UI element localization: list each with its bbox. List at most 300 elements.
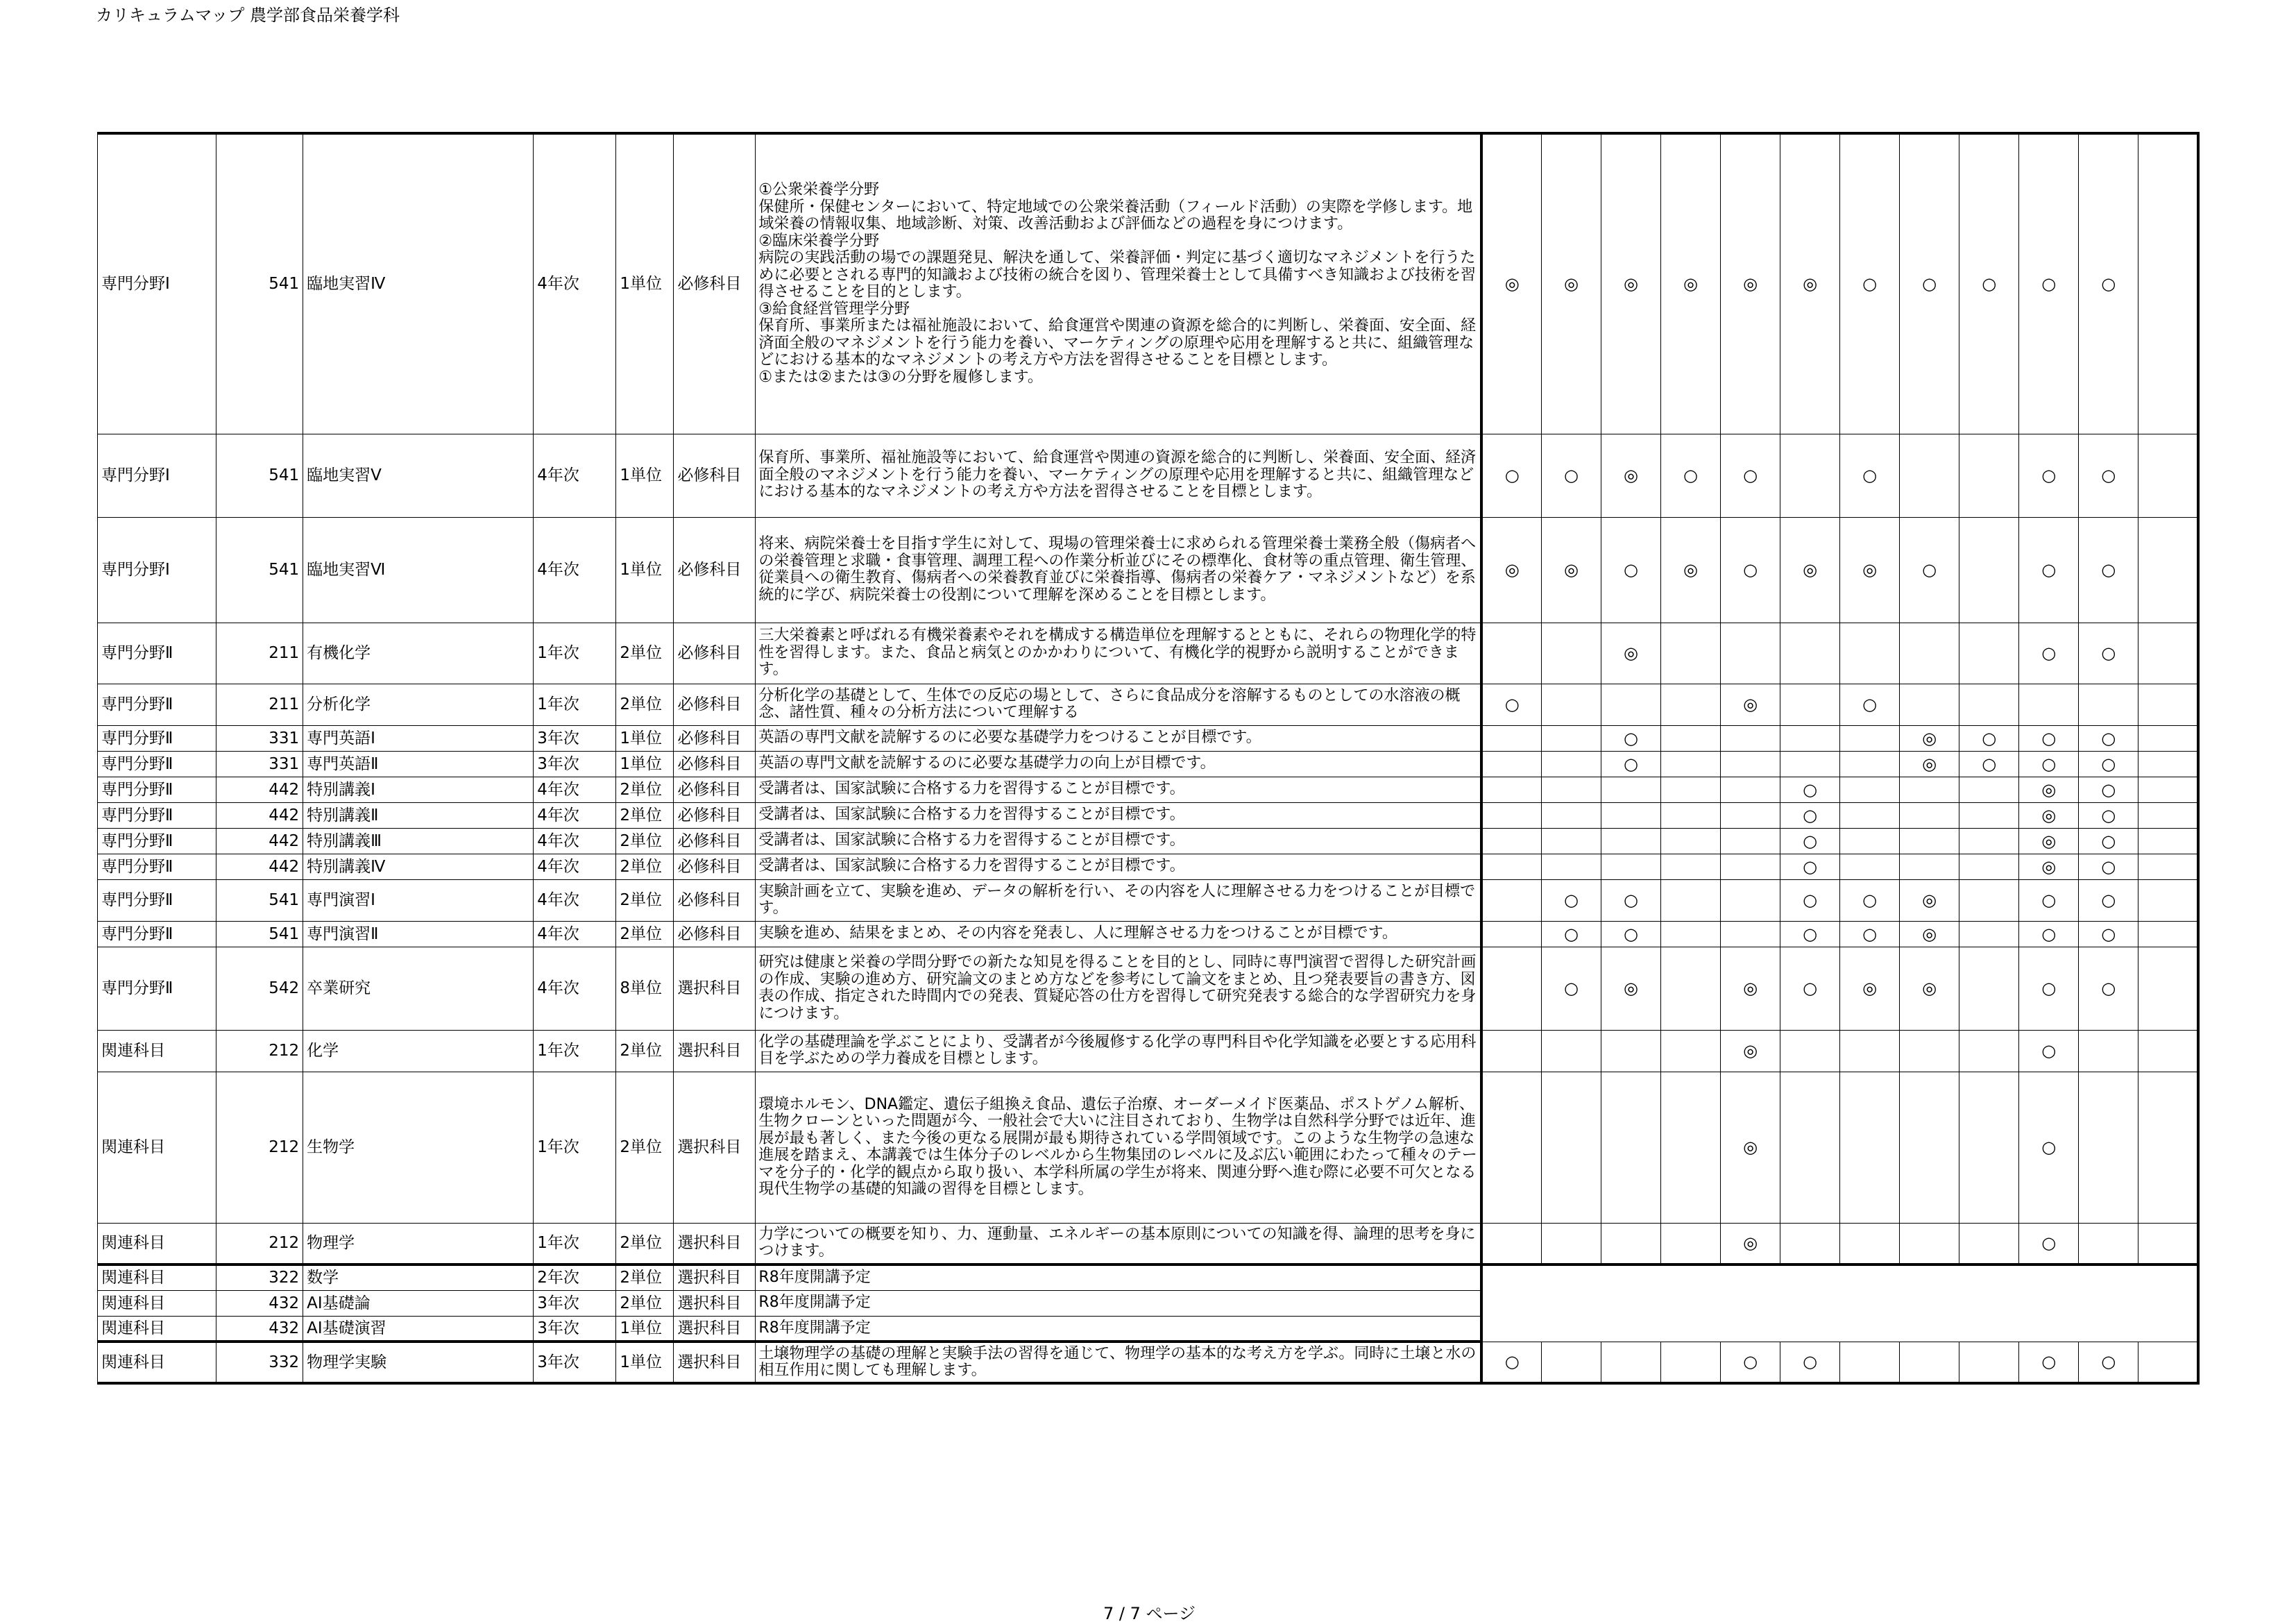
competency-mark-cell: ○ — [2019, 921, 2079, 947]
competency-mark-cell — [1481, 751, 1541, 777]
competency-mark-cell: ◎ — [1721, 947, 1780, 1030]
competency-mark-cell: ○ — [1601, 517, 1660, 623]
table-row — [98, 854, 2199, 879]
credit-cell: 2単位 — [616, 921, 674, 947]
competency-mark-cell: ○ — [2019, 1223, 2079, 1264]
course-type-cell: 必修科目 — [674, 802, 756, 828]
competency-mark-cell: ○ — [1840, 879, 1900, 921]
competency-mark-cell: ○ — [1959, 751, 2019, 777]
credit-cell: 2単位 — [616, 802, 674, 828]
course-type-cell: 必修科目 — [674, 623, 756, 684]
subject-cell: 臨地実習Ⅴ — [303, 434, 534, 517]
course-code-cell: 211 — [216, 623, 303, 684]
subject-cell: 特別講義Ⅱ — [303, 802, 534, 828]
competency-mark-cell — [1661, 777, 1721, 802]
competency-mark-cell: ○ — [2019, 1342, 2079, 1383]
credit-cell: 1単位 — [616, 1316, 674, 1342]
competency-mark-cell — [1900, 623, 1959, 684]
table-row — [98, 1030, 2199, 1072]
competency-mark-cell: ◎ — [1721, 133, 1780, 434]
competency-mark-cell — [1900, 434, 1959, 517]
year-cell: 4年次 — [534, 517, 616, 623]
course-code-cell: 542 — [216, 947, 303, 1030]
credit-cell: 2単位 — [616, 623, 674, 684]
competency-mark-cell: ◎ — [1721, 1223, 1780, 1264]
course-type-cell: 選択科目 — [674, 947, 756, 1030]
year-cell: 4年次 — [534, 828, 616, 854]
competency-mark-cell — [1481, 802, 1541, 828]
table-row — [98, 517, 2199, 623]
competency-mark-cell: ◎ — [1541, 517, 1601, 623]
competency-mark-cell: ○ — [1840, 133, 1900, 434]
field-cell: 関連科目 — [98, 1030, 216, 1072]
competency-mark-cell — [1481, 1030, 1541, 1072]
course-code-cell: 212 — [216, 1030, 303, 1072]
competency-mark-cell — [1481, 1223, 1541, 1264]
field-cell: 関連科目 — [98, 1223, 216, 1264]
table-row — [98, 1264, 2199, 1290]
competency-mark-cell — [2138, 921, 2198, 947]
page-footer: 7 / 7 ページ — [1103, 1604, 1196, 1623]
competency-mark-cell: ◎ — [1541, 133, 1601, 434]
competency-mark-cell: ○ — [1661, 434, 1721, 517]
table-row — [98, 684, 2199, 725]
competency-mark-cell — [1481, 854, 1541, 879]
competency-mark-cell — [1780, 1030, 1840, 1072]
table-row — [98, 802, 2199, 828]
subject-cell: 臨地実習Ⅵ — [303, 517, 534, 623]
competency-mark-cell — [1541, 1030, 1601, 1072]
field-cell: 専門分野Ⅱ — [98, 879, 216, 921]
competency-mark-cell — [1840, 1342, 1900, 1383]
table-row — [98, 1342, 2199, 1383]
subject-cell: AI基礎演習 — [303, 1316, 534, 1342]
competency-mark-cell: ○ — [2079, 751, 2138, 777]
field-cell: 専門分野Ⅰ — [98, 133, 216, 434]
competency-mark-cell — [1541, 751, 1601, 777]
competency-mark-cell: ○ — [1481, 1342, 1541, 1383]
competency-mark-cell — [2138, 777, 2198, 802]
course-code-cell: 322 — [216, 1264, 303, 1290]
competency-mark-cell — [1601, 854, 1660, 879]
course-type-cell: 必修科目 — [674, 517, 756, 623]
competency-mark-cell — [1541, 802, 1601, 828]
course-type-cell: 必修科目 — [674, 777, 756, 802]
competency-mark-cell — [1959, 434, 2019, 517]
competency-mark-cell: ◎ — [1601, 947, 1660, 1030]
course-code-cell: 442 — [216, 828, 303, 854]
year-cell: 4年次 — [534, 802, 616, 828]
table-row — [98, 623, 2199, 684]
competency-mark-cell — [1959, 1223, 2019, 1264]
credit-cell: 1単位 — [616, 751, 674, 777]
competency-mark-cell — [1661, 725, 1721, 751]
competency-mark-cell — [1780, 725, 1840, 751]
competency-mark-cell — [1481, 623, 1541, 684]
year-cell: 4年次 — [534, 777, 616, 802]
competency-mark-cell: ○ — [2079, 1342, 2138, 1383]
competency-mark-cell — [1959, 879, 2019, 921]
field-cell: 関連科目 — [98, 1342, 216, 1383]
subject-cell: 生物学 — [303, 1072, 534, 1223]
competency-mark-cell — [2138, 751, 2198, 777]
course-code-cell: 332 — [216, 1342, 303, 1383]
competency-mark-cell: ○ — [2019, 517, 2079, 623]
course-type-cell: 選択科目 — [674, 1316, 756, 1342]
competency-mark-cell — [1661, 1072, 1721, 1223]
year-cell: 4年次 — [534, 434, 616, 517]
course-code-cell: 212 — [216, 1223, 303, 1264]
subject-cell: 専門英語Ⅱ — [303, 751, 534, 777]
competency-mark-cell: ○ — [1780, 921, 1840, 947]
description-cell: 化学の基礎理論を学ぶことにより、受講者が今後履修する化学の専門科目や化学知識を必要とする応用科目を学ぶための学力養成を目標とします。 — [756, 1030, 1482, 1072]
table-row — [98, 921, 2199, 947]
field-cell: 関連科目 — [98, 1264, 216, 1290]
subject-cell: 物理学実験 — [303, 1342, 534, 1383]
competency-mark-cell: ○ — [2079, 434, 2138, 517]
competency-mark-cell — [1900, 1223, 1959, 1264]
competency-mark-cell: ○ — [1840, 921, 1900, 947]
competency-mark-cell: ◎ — [1481, 517, 1541, 623]
competency-mark-cell — [1900, 802, 1959, 828]
competency-mark-cell: ○ — [2079, 133, 2138, 434]
year-cell: 4年次 — [534, 921, 616, 947]
competency-mark-cell: ○ — [2079, 921, 2138, 947]
competency-mark-cell — [1900, 1030, 1959, 1072]
competency-mark-cell: ◎ — [2019, 828, 2079, 854]
competency-mark-cell — [2079, 684, 2138, 725]
description-cell: 実験を進め、結果をまとめ、その内容を発表し、人に理解させる力をつけることが目標です。 — [756, 921, 1482, 947]
field-cell: 専門分野Ⅱ — [98, 751, 216, 777]
competency-mark-cell — [2138, 854, 2198, 879]
competency-mark-cell: ○ — [1780, 947, 1840, 1030]
competency-mark-cell — [1840, 751, 1900, 777]
competency-mark-cell — [1661, 947, 1721, 1030]
year-cell: 4年次 — [534, 133, 616, 434]
competency-mark-cell: ○ — [1780, 777, 1840, 802]
credit-cell: 2単位 — [616, 1072, 674, 1223]
competency-mark-cell — [1481, 828, 1541, 854]
competency-mark-cell: ○ — [1840, 684, 1900, 725]
table-row — [98, 133, 2199, 434]
description-cell: 土壌物理学の基礎の理解と実験手法の習得を通じて、物理学の基本的な考え方を学ぶ。同時に土壌と水の相互作用に関しても理解します。 — [756, 1342, 1482, 1383]
competency-mark-cell — [1661, 1342, 1721, 1383]
competency-mark-cell — [1959, 1072, 2019, 1223]
competency-mark-cell: ◎ — [1900, 725, 1959, 751]
competency-mark-cell: ◎ — [1900, 947, 1959, 1030]
competency-mark-cell: ○ — [1780, 828, 1840, 854]
course-type-cell: 必修科目 — [674, 684, 756, 725]
competency-mark-cell — [1840, 623, 1900, 684]
credit-cell: 1単位 — [616, 1342, 674, 1383]
competency-mark-cell — [1959, 921, 2019, 947]
course-code-cell: 212 — [216, 1072, 303, 1223]
competency-mark-cell: ○ — [1840, 434, 1900, 517]
description-cell: 受講者は、国家試験に合格する力を習得することが目標です。 — [756, 802, 1482, 828]
competency-mark-cell: ○ — [1601, 879, 1660, 921]
competency-mark-cell: ○ — [1541, 921, 1601, 947]
competency-mark-cell — [1721, 921, 1780, 947]
competency-mark-cell — [2138, 1342, 2198, 1383]
credit-cell: 1単位 — [616, 725, 674, 751]
credit-cell: 2単位 — [616, 1223, 674, 1264]
field-cell: 専門分野Ⅱ — [98, 828, 216, 854]
competency-mark-cell: ○ — [2019, 725, 2079, 751]
credit-cell: 1単位 — [616, 434, 674, 517]
competency-mark-cell — [1601, 684, 1660, 725]
competency-mark-cell — [1601, 1030, 1660, 1072]
competency-mark-cell: ◎ — [1601, 133, 1660, 434]
competency-mark-cell — [2138, 623, 2198, 684]
field-cell: 専門分野Ⅱ — [98, 777, 216, 802]
course-type-cell: 選択科目 — [674, 1264, 756, 1290]
subject-cell: 専門英語Ⅰ — [303, 725, 534, 751]
year-cell: 3年次 — [534, 1290, 616, 1316]
competency-mark-cell — [1661, 854, 1721, 879]
competency-mark-cell — [1840, 725, 1900, 751]
field-cell: 関連科目 — [98, 1290, 216, 1316]
competency-mark-cell — [1959, 828, 2019, 854]
competency-mark-cell — [2138, 684, 2198, 725]
credit-cell: 8単位 — [616, 947, 674, 1030]
competency-mark-cell — [2138, 517, 2198, 623]
competency-mark-cell — [1900, 828, 1959, 854]
description-cell: 受講者は、国家試験に合格する力を習得することが目標です。 — [756, 854, 1482, 879]
course-type-cell: 必修科目 — [674, 751, 756, 777]
competency-mark-cell: ○ — [1601, 751, 1660, 777]
field-cell: 関連科目 — [98, 1316, 216, 1342]
description-cell: 受講者は、国家試験に合格する力を習得することが目標です。 — [756, 828, 1482, 854]
competency-mark-cell — [1541, 854, 1601, 879]
competency-mark-cell — [1661, 1030, 1721, 1072]
curriculum-table — [97, 132, 2200, 1385]
competency-mark-cell — [1721, 623, 1780, 684]
field-cell: 専門分野Ⅱ — [98, 921, 216, 947]
year-cell: 1年次 — [534, 1030, 616, 1072]
competency-mark-cell: ○ — [2019, 947, 2079, 1030]
page-title: カリキュラムマップ 農学部食品栄養学科 — [96, 6, 400, 25]
competency-mark-cell — [1721, 879, 1780, 921]
competency-mark-cell — [1840, 1030, 1900, 1072]
credit-cell: 2単位 — [616, 1290, 674, 1316]
competency-mark-cell — [1780, 684, 1840, 725]
description-cell: 将来、病院栄養士を目指す学生に対して、現場の管理栄養士に求められる管理栄養士業務全般（傷病者への栄養管理と求職・食事管理、調理工程への作業分析並びにその標準化、食材等の重点管理、衛生管理、従業員への衛生教育、傷病者への栄養教育並びに栄養指導、傷病者の栄養ケア・マネジメントなど）を系統的に学び、病院栄養士の役割について理解を深めることを目標とします。 — [756, 517, 1482, 623]
competency-mark-cell: ○ — [1780, 854, 1840, 879]
competency-mark-cell — [1840, 1223, 1900, 1264]
competency-mark-cell: ○ — [2079, 517, 2138, 623]
course-code-cell: 442 — [216, 777, 303, 802]
competency-mark-cell: ◎ — [1481, 133, 1541, 434]
table-row — [98, 777, 2199, 802]
competency-mark-cell — [1780, 1223, 1840, 1264]
competency-mark-cell — [1721, 828, 1780, 854]
competency-mark-cell — [1721, 777, 1780, 802]
year-cell: 3年次 — [534, 751, 616, 777]
competency-mark-cell — [2138, 133, 2198, 434]
description-cell: 研究は健康と栄養の学問分野での新たな知見を得ることを目的とし、同時に専門演習で習得した研究計画の作成、実験の進め方、研究論文のまとめ方などを参考にして論文をまとめ、且つ発表要旨の書き方、図表の作成、指定された時間内での発表、質疑応答の仕方を習得して研究発表する総合的な学習研究力を身につけます。 — [756, 947, 1482, 1030]
credit-cell: 2単位 — [616, 684, 674, 725]
credit-cell: 2単位 — [616, 1264, 674, 1290]
competency-mark-cell — [1541, 828, 1601, 854]
competency-mark-cell — [1661, 802, 1721, 828]
competency-mark-cell: ○ — [2079, 947, 2138, 1030]
competency-mark-cell: ◎ — [1601, 434, 1660, 517]
competency-mark-cell: ○ — [2019, 133, 2079, 434]
description-cell: 英語の専門文献を読解するのに必要な基礎学力の向上が目標です。 — [756, 751, 1482, 777]
competency-mark-cell: ○ — [1541, 879, 1601, 921]
competency-mark-cell — [1661, 828, 1721, 854]
course-code-cell: 541 — [216, 133, 303, 434]
competency-mark-cell — [1541, 725, 1601, 751]
competency-mark-cell — [1541, 1072, 1601, 1223]
competency-mark-cell: ◎ — [1840, 947, 1900, 1030]
competency-mark-cell: ○ — [2079, 623, 2138, 684]
competency-mark-cell — [1601, 802, 1660, 828]
year-cell: 4年次 — [534, 854, 616, 879]
subject-cell: 分析化学 — [303, 684, 534, 725]
competency-mark-cell: ◎ — [1661, 133, 1721, 434]
competency-mark-cell — [1959, 623, 2019, 684]
competency-mark-cell — [1721, 854, 1780, 879]
course-type-cell: 選択科目 — [674, 1342, 756, 1383]
competency-mark-cell: ○ — [2079, 879, 2138, 921]
competency-mark-cell — [1721, 725, 1780, 751]
competency-mark-cell: ○ — [1780, 879, 1840, 921]
competency-mark-cell — [1601, 1072, 1660, 1223]
competency-mark-cell: ○ — [1541, 434, 1601, 517]
competency-mark-cell: ○ — [2079, 854, 2138, 879]
table-row — [98, 725, 2199, 751]
course-type-cell: 必修科目 — [674, 879, 756, 921]
description-cell: 環境ホルモン、DNA鑑定、遺伝子組換え食品、遺伝子治療、オーダーメイド医薬品、ポストゲノム解析、生物クローンといった問題が今、一般社会で大いに注目されており、生物学は自然科学分野では近年、進展が最も著しく、また今後の更なる展開が最も期待されている学問領域です。このような生物学の急速な進展を踏まえ、本講義では生体分子のレベルから生物集団のレベルに及ぶ広い範囲にわたって種々のテーマを分子的・化学的観点から取り扱い、本学科所属の学生が将来、関連分野へ進む際に必要不可欠となる現代生物学の基礎的知識の習得を目標とします。 — [756, 1072, 1482, 1223]
competency-mark-cell: ○ — [2079, 828, 2138, 854]
description-cell: R8年度開講予定 — [756, 1290, 1482, 1316]
course-type-cell: 選択科目 — [674, 1072, 756, 1223]
credit-cell: 1単位 — [616, 133, 674, 434]
competency-mark-cell: ◎ — [1721, 684, 1780, 725]
competency-mark-cell — [2079, 1072, 2138, 1223]
competency-mark-cell — [1721, 751, 1780, 777]
field-cell: 専門分野Ⅱ — [98, 725, 216, 751]
course-type-cell: 必修科目 — [674, 854, 756, 879]
credit-cell: 1単位 — [616, 517, 674, 623]
competency-mark-cell — [2138, 879, 2198, 921]
competency-mark-cell: ◎ — [2019, 777, 2079, 802]
year-cell: 1年次 — [534, 1072, 616, 1223]
competency-mark-cell — [1541, 684, 1601, 725]
competency-mark-cell — [1661, 879, 1721, 921]
field-cell: 専門分野Ⅰ — [98, 517, 216, 623]
course-type-cell: 必修科目 — [674, 921, 756, 947]
competency-mark-cell: ◎ — [1900, 751, 1959, 777]
competency-mark-cell — [1601, 1342, 1660, 1383]
competency-mark-cell: ○ — [1721, 1342, 1780, 1383]
competency-mark-cell: ○ — [1780, 1342, 1840, 1383]
competency-mark-cell: ◎ — [1780, 517, 1840, 623]
competency-mark-cell: ○ — [2019, 434, 2079, 517]
subject-cell: 特別講義Ⅳ — [303, 854, 534, 879]
competency-mark-cell: ○ — [1481, 434, 1541, 517]
subject-cell: 物理学 — [303, 1223, 534, 1264]
table-row — [98, 751, 2199, 777]
competency-mark-cell — [1541, 623, 1601, 684]
course-code-cell: 331 — [216, 725, 303, 751]
competency-mark-cell — [1959, 517, 2019, 623]
competency-mark-cell — [1840, 1072, 1900, 1223]
competency-mark-cell: ○ — [1721, 434, 1780, 517]
field-cell: 関連科目 — [98, 1072, 216, 1223]
competency-mark-cell: ○ — [1900, 517, 1959, 623]
competency-mark-cell — [1661, 921, 1721, 947]
table-row — [98, 879, 2199, 921]
competency-mark-cell — [1481, 1072, 1541, 1223]
description-cell: 力学についての概要を知り、力、運動量、エネルギーの基本原則についての知識を得、論理的思考を身につけます。 — [756, 1223, 1482, 1264]
course-type-cell: 必修科目 — [674, 725, 756, 751]
competency-mark-cell — [2138, 802, 2198, 828]
year-cell: 1年次 — [534, 623, 616, 684]
competency-mark-cell — [1601, 777, 1660, 802]
year-cell: 1年次 — [534, 1223, 616, 1264]
course-code-cell: 541 — [216, 517, 303, 623]
subject-cell: 特別講義Ⅲ — [303, 828, 534, 854]
competency-mark-cell — [1481, 921, 1541, 947]
competency-mark-cell — [1959, 684, 2019, 725]
competency-mark-cell: ◎ — [1900, 879, 1959, 921]
competency-mark-cell: ◎ — [1840, 517, 1900, 623]
competency-mark-cell — [1541, 1223, 1601, 1264]
competency-mark-cell: ◎ — [2019, 854, 2079, 879]
competency-mark-cell — [2138, 1223, 2198, 1264]
competency-mark-cell — [2079, 1223, 2138, 1264]
competency-mark-cell: ○ — [2019, 623, 2079, 684]
competency-mark-cell — [1959, 1030, 2019, 1072]
subject-cell: 専門演習Ⅱ — [303, 921, 534, 947]
competency-mark-cell: ○ — [1721, 517, 1780, 623]
competency-mark-cell — [1661, 751, 1721, 777]
competency-mark-cell — [1959, 1342, 2019, 1383]
competency-mark-cell — [1959, 854, 2019, 879]
competency-mark-cell — [1900, 777, 1959, 802]
table-row — [98, 1072, 2199, 1223]
competency-mark-cell: ○ — [2019, 1072, 2079, 1223]
competency-mark-cell: ◎ — [1721, 1030, 1780, 1072]
field-cell: 専門分野Ⅱ — [98, 802, 216, 828]
competency-mark-cell — [1541, 777, 1601, 802]
year-cell: 3年次 — [534, 725, 616, 751]
unscheduled-block — [1481, 1264, 2198, 1342]
competency-mark-cell — [1900, 1072, 1959, 1223]
course-code-cell: 442 — [216, 802, 303, 828]
competency-mark-cell: ○ — [1780, 802, 1840, 828]
year-cell: 3年次 — [534, 1342, 616, 1383]
competency-mark-cell — [1840, 854, 1900, 879]
competency-mark-cell — [1780, 1072, 1840, 1223]
subject-cell: 臨地実習Ⅳ — [303, 133, 534, 434]
competency-mark-cell: ◎ — [2019, 802, 2079, 828]
competency-mark-cell — [2138, 434, 2198, 517]
competency-mark-cell: ○ — [1601, 921, 1660, 947]
competency-mark-cell — [1900, 854, 1959, 879]
course-code-cell: 211 — [216, 684, 303, 725]
competency-mark-cell — [1661, 1223, 1721, 1264]
subject-cell: 卒業研究 — [303, 947, 534, 1030]
table-row — [98, 1223, 2199, 1264]
field-cell: 専門分野Ⅰ — [98, 434, 216, 517]
competency-mark-cell: ◎ — [1780, 133, 1840, 434]
description-cell: 保育所、事業所、福祉施設等において、給食運営や関連の資源を総合的に判断し、栄養面、安全面、経済面全般のマネジメントを行う能力を養い、マーケティングの原理や応用を理解すると共に、組織管理などにおける基本的なマネジメントの考え方や方法を習得させることを目標とします。 — [756, 434, 1482, 517]
competency-mark-cell: ○ — [2079, 802, 2138, 828]
competency-mark-cell: ○ — [2019, 879, 2079, 921]
